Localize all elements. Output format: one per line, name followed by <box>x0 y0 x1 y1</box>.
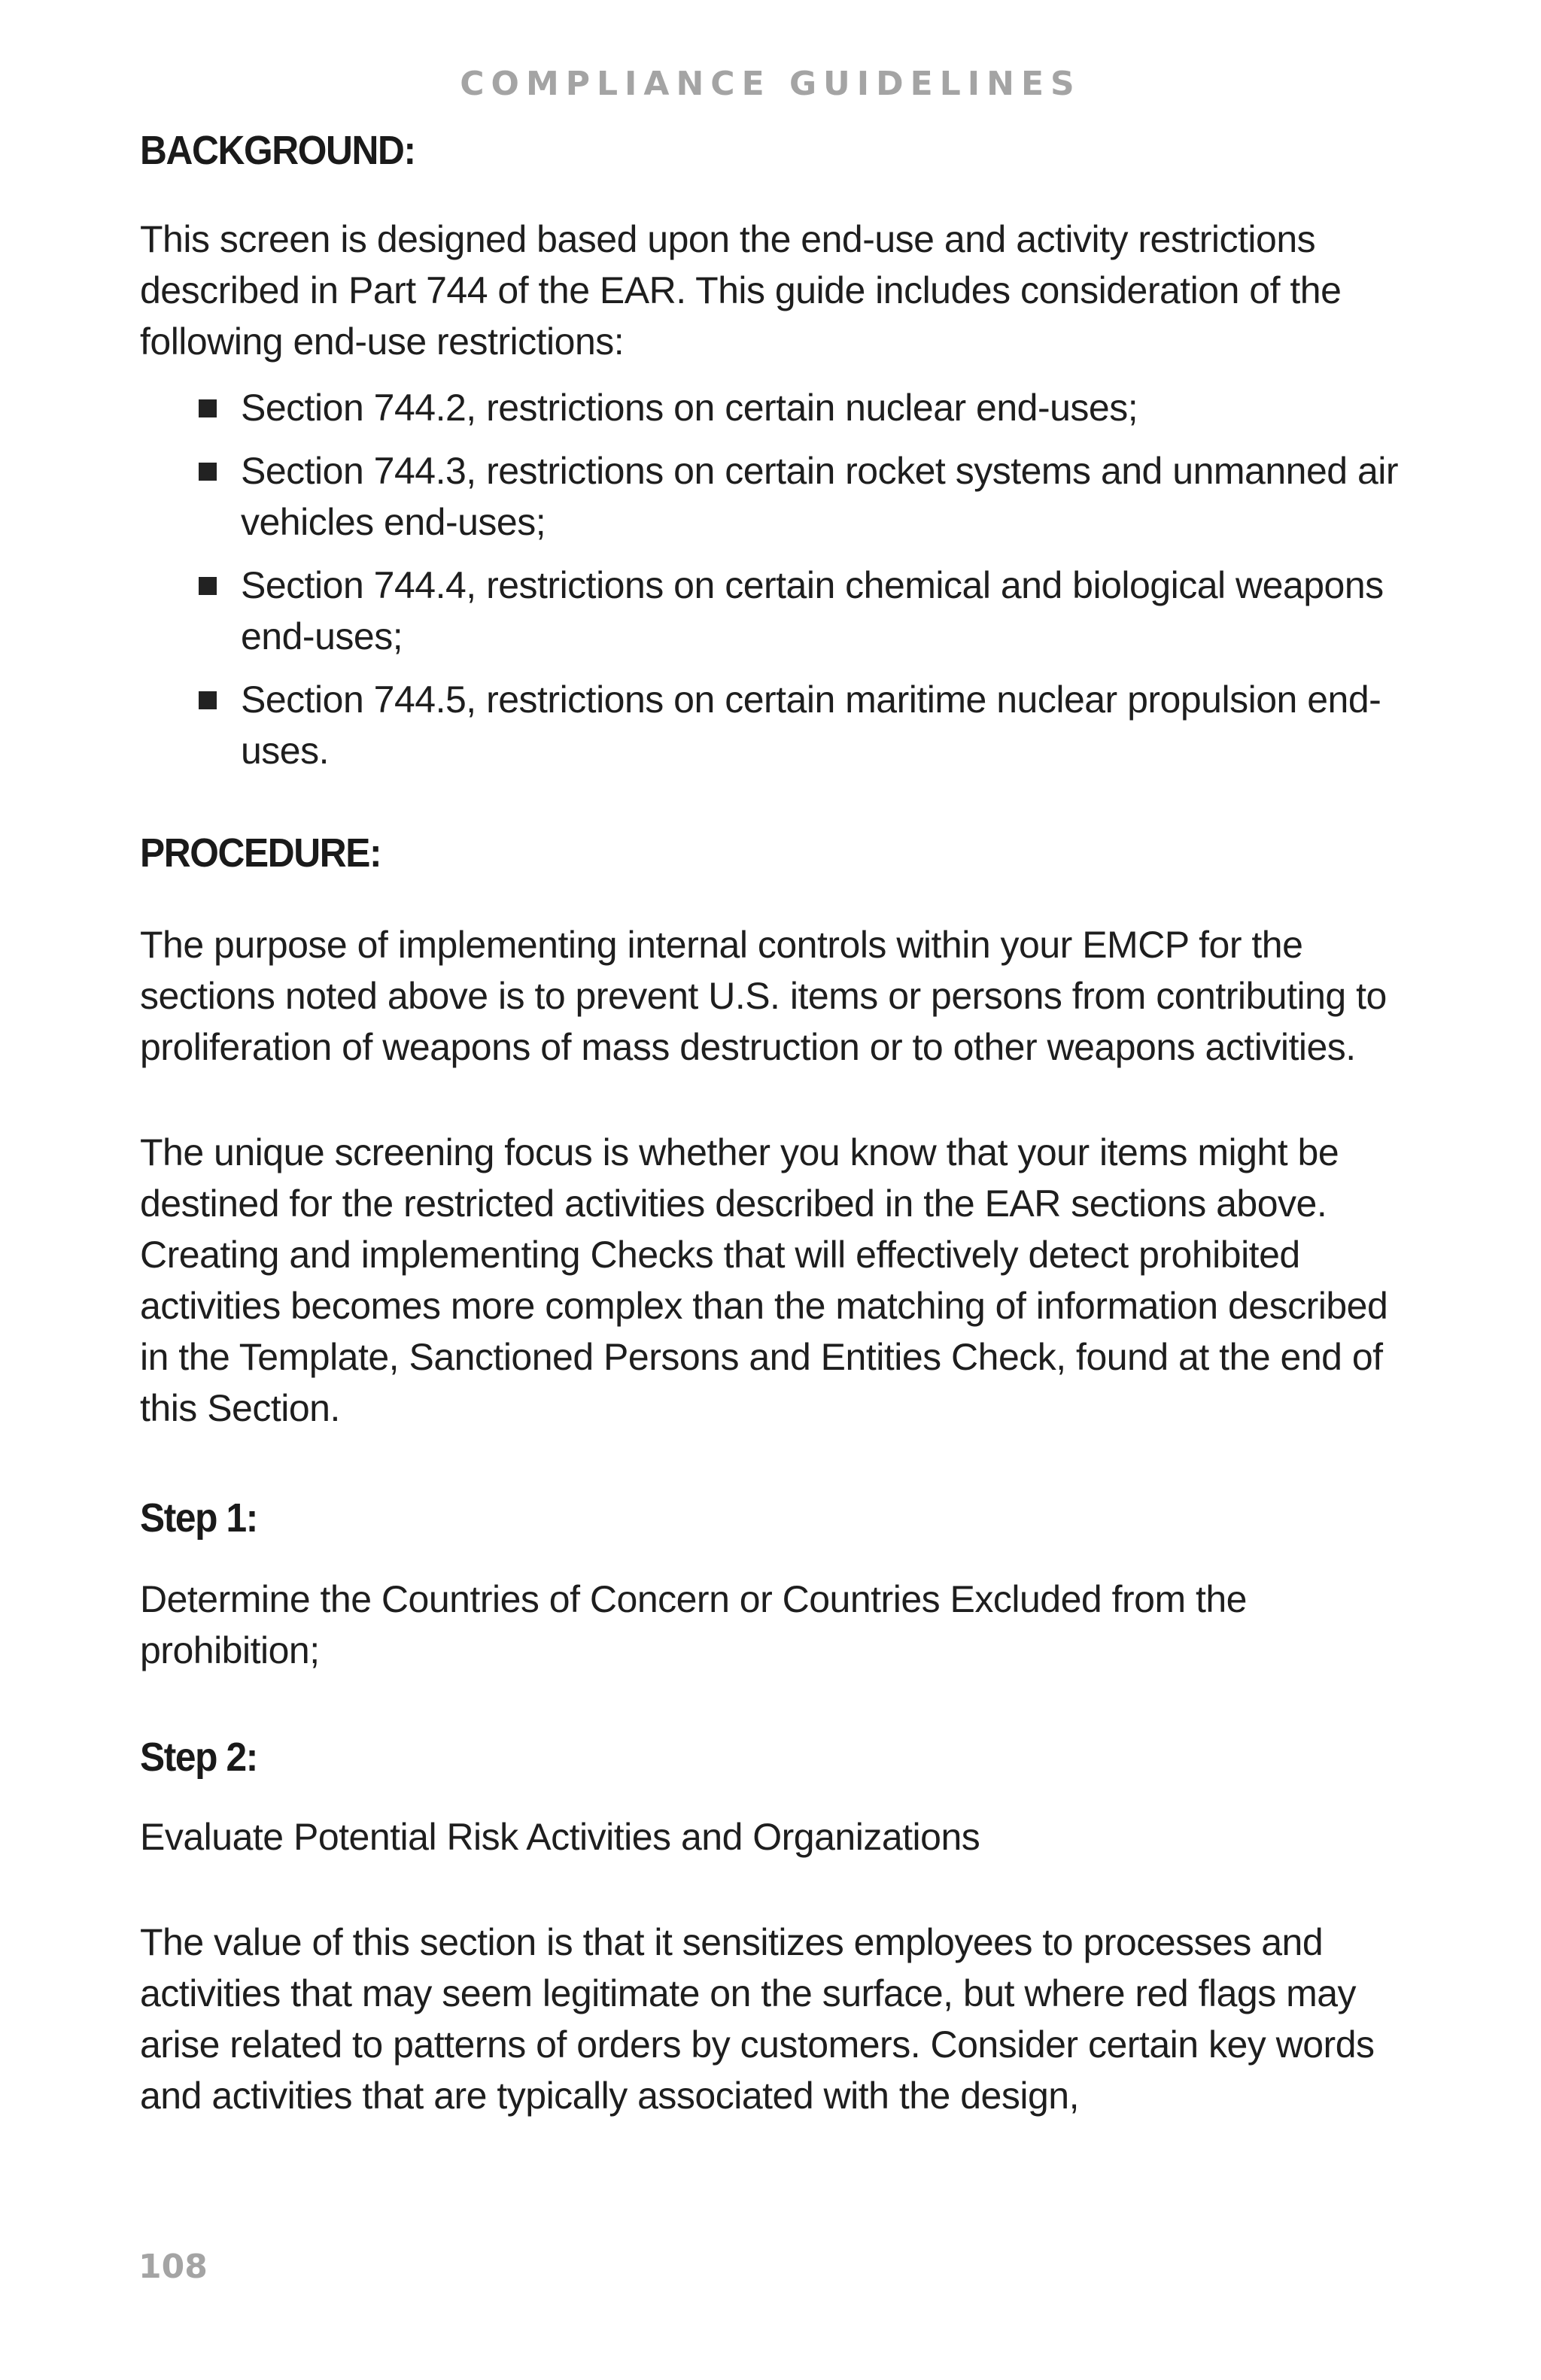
list-item-text: Section 744.3, restrictions on certain rocket systems and unmanned air vehicles end-uses; <box>241 450 1399 543</box>
step-1-heading: Step 1: <box>140 1495 257 1541</box>
running-header: COMPLIANCE GUIDELINES <box>460 65 1081 103</box>
list-item-text: Section 744.2, restrictions on certain nuclear end-uses; <box>241 387 1138 429</box>
step-1-text: Determine the Countries of Concern or Countries Excluded from the prohibition; <box>140 1578 1247 1671</box>
background-heading: BACKGROUND: <box>140 128 415 173</box>
list-item <box>140 674 1404 776</box>
square-bullet-icon <box>199 577 217 595</box>
background-intro: This screen is designed based upon the end-use and activity restrictions described in Part 744 of the EAR. This guide includes consideration of the following end-use restrictions: <box>140 218 1342 363</box>
procedure-paragraph-1: The purpose of implementing internal controls within your EMCP for the sections noted above is to prevent U.S. items or persons from contributing to proliferation of weapons of mass destruction or to other weapons activities. <box>140 924 1387 1068</box>
page-content <box>140 126 1404 2121</box>
square-bullet-icon <box>199 463 217 481</box>
list-item-text: Section 744.4, restrictions on certain chemical and biological weapons end-uses; <box>241 564 1384 657</box>
page-number: 108 <box>138 2248 208 2286</box>
procedure-heading: PROCEDURE: <box>140 830 381 876</box>
step-2-heading: Step 2: <box>140 1735 257 1780</box>
list-item <box>140 560 1404 662</box>
step-2-text: Evaluate Potential Risk Activities and Organizations <box>140 1816 980 1858</box>
list-item-text: Section 744.5, restrictions on certain maritime nuclear propulsion end-uses. <box>241 678 1381 772</box>
restrictions-list <box>140 382 1404 776</box>
list-item <box>140 445 1404 548</box>
step-2-paragraph: The value of this section is that it sensitizes employees to processes and activities that may seem legitimate on the surface, but where red flags may arise related to patterns of orders by customers. Consider certain key words and activities that are typically associated with the design, <box>140 1921 1375 2117</box>
square-bullet-icon <box>199 399 217 417</box>
procedure-paragraph-2: The unique screening focus is whether you know that your items might be destined for the restricted activities described in the EAR sections above. Creating and implementing Checks that will effectively detect prohibited activities becomes more complex than the matching of information described in the Template, Sanctioned Persons and Entities Check, found at the end of this Section. <box>140 1131 1388 1429</box>
list-item <box>140 382 1404 433</box>
square-bullet-icon <box>199 691 217 709</box>
